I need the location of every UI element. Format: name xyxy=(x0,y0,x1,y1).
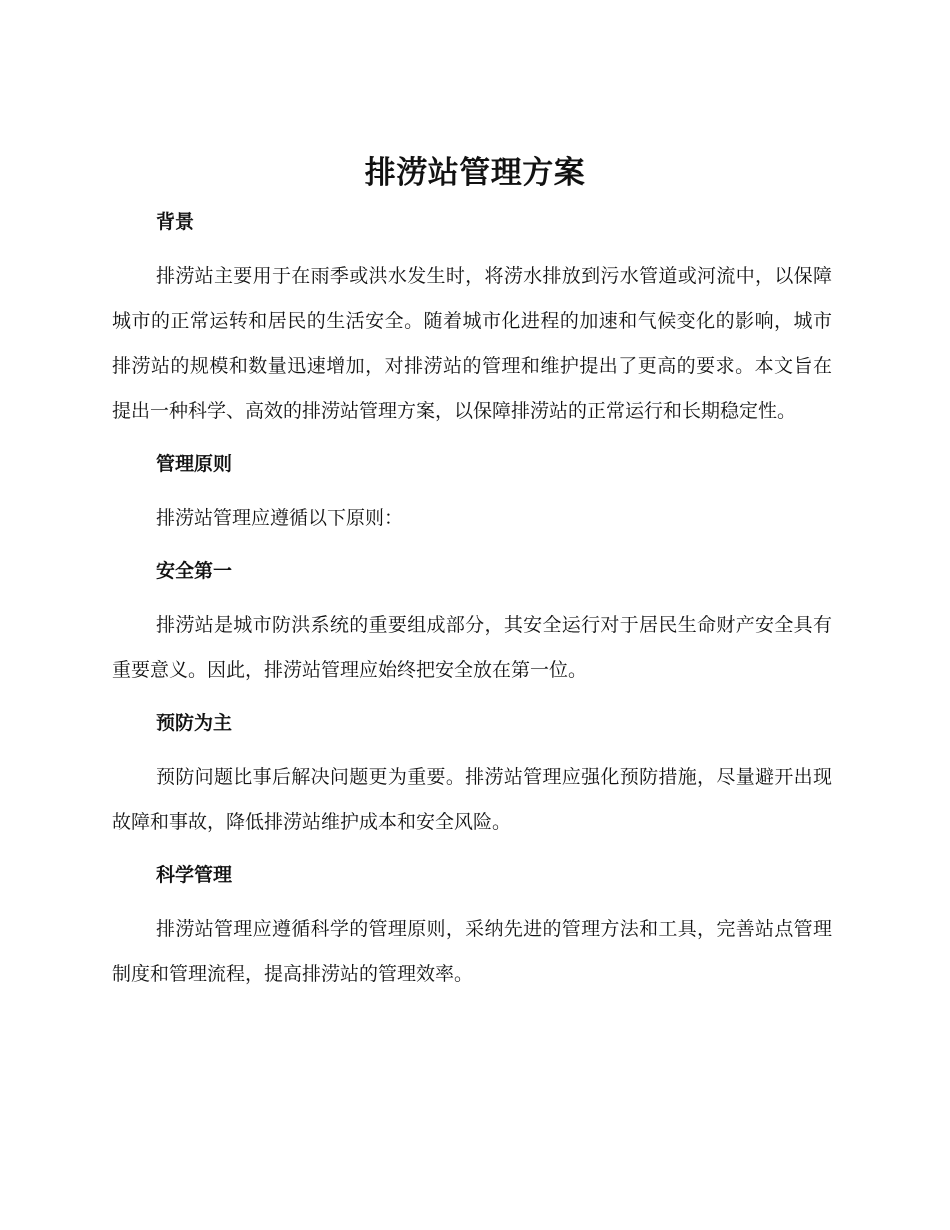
section-heading-prevention: 预防为主 xyxy=(156,712,233,734)
document-title: 排涝站管理方案 xyxy=(364,155,586,191)
paragraph-science: 排涝站管理应遵循科学的管理原则，采纳先进的管理方法和工具，完善站点管理制度和管理流程，提高排涝站的管理效率。 xyxy=(112,918,832,985)
paragraph-principles-intro: 排涝站管理应遵循以下原则： xyxy=(156,507,404,529)
paragraph-background: 排涝站主要用于在雨季或洪水发生时，将涝水排放到污水管道或河流中，以保障城市的正常运转和居民的生活安全。随着城市化进程的加速和气候变化的影响，城市排涝站的规模和数量迅速增加，对排涝站的管理和维护提出了更高的要求。本文旨在提出一种科学、高效的排涝站管理方案，以保障排涝站的正常运行和长期稳定性。 xyxy=(112,265,832,422)
document-body xyxy=(112,200,832,997)
paragraph-prevention: 预防问题比事后解决问题更为重要。排涝站管理应强化预防措施，尽量避开出现故障和事故，降低排涝站维护成本和安全风险。 xyxy=(112,766,832,833)
section-heading-safety: 安全第一 xyxy=(156,560,233,582)
section-heading-principles: 管理原则 xyxy=(156,453,233,475)
section-heading-science: 科学管理 xyxy=(156,864,233,886)
section-heading-background: 背景 xyxy=(156,211,195,233)
paragraph-safety: 排涝站是城市防洪系统的重要组成部分，其安全运行对于居民生命财产安全具有重要意义。因此，排涝站管理应始终把安全放在第一位。 xyxy=(112,614,832,681)
